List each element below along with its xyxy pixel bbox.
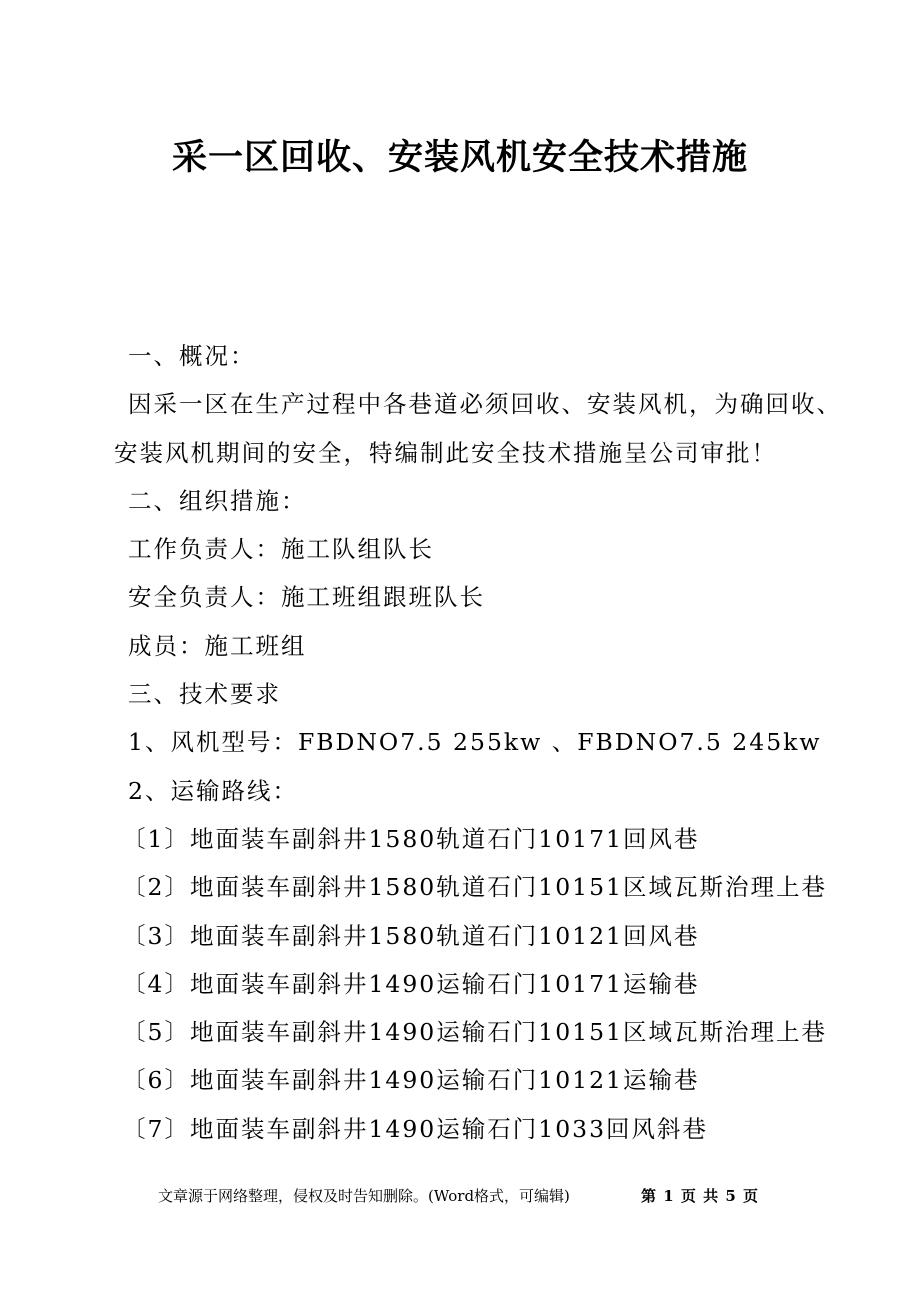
paragraph-line: 安装风机期间的安全，特编制此安全技术措施呈公司审批！	[114, 438, 777, 467]
safety-leader-line: 安全负责人：施工班组跟班队长	[128, 583, 485, 612]
page-number: 第 1 页 共 5 页	[641, 1187, 759, 1205]
document-body	[114, 332, 842, 1153]
route-item: 〔5〕地面装车副斜井1490运输石门10151区域瓦斯治理上巷	[122, 1018, 828, 1047]
work-leader-line: 工作负责人：施工队组队长	[128, 535, 434, 564]
document-title: 采一区回收、安装风机安全技术措施	[171, 137, 748, 178]
members-line: 成员：施工班组	[128, 631, 307, 660]
section-heading-overview: 一、概况：	[128, 342, 256, 370]
route-item: 〔7〕地面装车副斜井1490运输石门1033回风斜巷	[122, 1114, 709, 1143]
route-item: 〔6〕地面装车副斜井1490运输石门10121运输巷	[122, 1066, 700, 1095]
route-item: 〔1〕地面装车副斜井1580轨道石门10171回风巷	[122, 824, 700, 853]
section-heading-organization: 二、组织措施：	[128, 486, 307, 515]
paragraph-line: 因采一区在生产过程中各巷道必须回收、安装风机，为确回收、	[128, 390, 842, 419]
footer-note: 文章源于网络整理，侵权及时告知删除。(Word格式，可编辑)	[158, 1187, 570, 1205]
transport-route-heading: 2、运输路线：	[128, 776, 298, 805]
route-item: 〔3〕地面装车副斜井1580轨道石门10121回风巷	[122, 921, 700, 950]
section-heading-technical: 三、技术要求	[128, 680, 281, 709]
fan-model-line: 1、风机型号：FBDNO7.5 255kw 、FBDNO7.5 245kw	[128, 728, 822, 757]
route-item: 〔4〕地面装车副斜井1490运输石门10171运输巷	[122, 969, 700, 998]
route-item: 〔2〕地面装车副斜井1580轨道石门10151区域瓦斯治理上巷	[122, 873, 828, 902]
